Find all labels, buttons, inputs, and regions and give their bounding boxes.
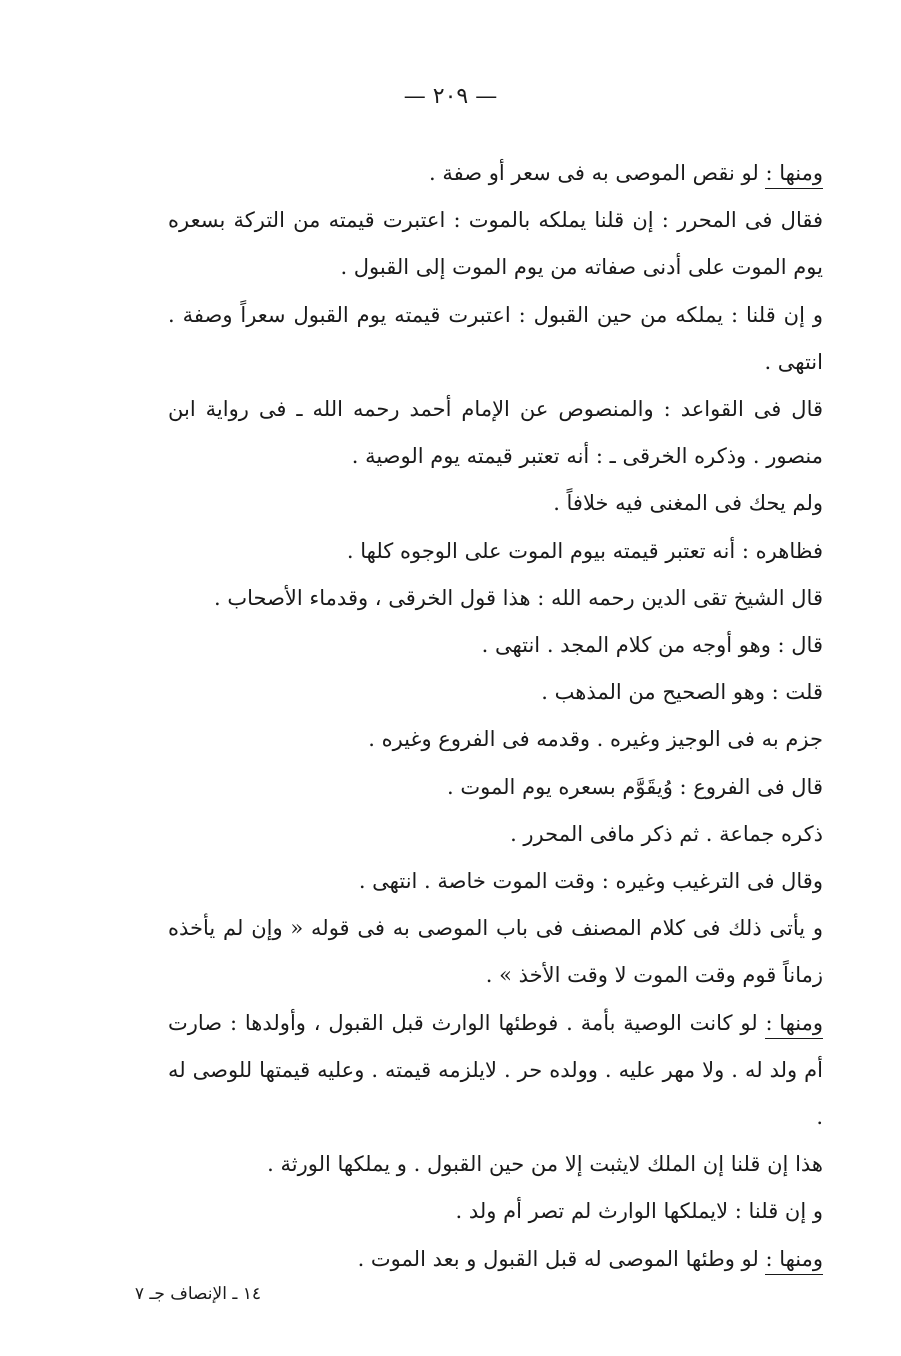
footer-signature: ١٤ ـ الإنصاف جـ ٧ [134,1284,261,1304]
paragraph [168,716,823,763]
paragraph [168,811,823,858]
paragraph [168,480,823,527]
paragraph-lead: ومنها : [765,1008,823,1039]
paragraph [168,528,823,575]
paragraph [168,197,823,291]
paragraph-text: قال فى القواعد : والمنصوص عن الإمام أحمد رحمه الله ـ فى رواية ابن منصور . وذكره الخرقى ـ : أنه تعتبر قيمته يوم الوصية . [168,397,823,469]
paragraph [168,1141,823,1188]
paragraph-lead: ومنها : [765,1244,823,1275]
paragraph-text: و إن قلنا : لايملكها الوارث لم تصر أم ولد . [455,1199,823,1224]
paragraph-text: و يأتى ذلك فى كلام المصنف فى باب الموصى به فى قوله « وإن لم يأخذه زماناً قوم وقت الموت لا وقت الأخذ » . [168,916,823,988]
paragraph [168,669,823,716]
paragraph-text: قال الشيخ تقى الدين رحمه الله : هذا قول الخرقى ، وقدماء الأصحاب . [214,585,823,610]
paragraph [168,292,823,386]
paragraph-text: ذكره جماعة . ثم ذكر مافى المحرر . [510,821,823,846]
paragraph [168,150,823,197]
paragraph-text: قال : وهو أوجه من كلام المجد . انتهى . [481,633,823,658]
paragraph-text: قلت : وهو الصحيح من المذهب . [541,680,823,705]
paragraph [168,1236,823,1283]
paragraph-text: قال فى الفروع : وُيقَوَّم بسعره يوم الموت . [447,774,823,799]
paragraph [168,1000,823,1142]
paragraph [168,622,823,669]
paragraph-text: لو نقص الموصى به فى سعر أو صفة . [429,161,766,185]
paragraph [168,858,823,905]
paragraph-text: و إن قلنا : يملكه من حين القبول : اعتبرت قيمته يوم القبول سعراً وصفة . انتهى . [168,302,823,374]
paragraph [168,575,823,622]
body-text [168,150,823,1283]
paragraph [168,764,823,811]
page-number: — ٢٠٩ — [403,84,498,109]
paragraph [168,386,823,480]
paragraph-text: فظاهره : أنه تعتبر قيمته بيوم الموت على الوجوه كلها . [346,538,823,563]
paragraph-text: وقال فى الترغيب وغيره : وقت الموت خاصة . انتهى . [358,869,823,894]
paragraph [168,905,823,999]
paragraph [168,1188,823,1235]
paragraph-text: لو كانت الوصية بأمة . فوطئها الوارث قبل القبول ، وأولدها : صارت أم ولد له . ولا مهر عليه . وولده حر . لايلزمه قيمته . وعليه قيمتها للوصى له . [168,1010,823,1130]
paragraph-text: لو وطئها الموصى له قبل القبول و بعد الموت . [357,1246,766,1271]
paragraph-text: فقال فى المحرر : إن قلنا يملكه بالموت : اعتبرت قيمته من التركة بسعره يوم الموت على أدنى صفاته من يوم الموت إلى القبول . [168,208,823,280]
paragraph-lead: ومنها : [765,158,823,189]
paragraph-text: ولم يحك فى المغنى فيه خلافاً . [553,491,823,516]
paragraph-text: جزم به فى الوجيز وغيره . وقدمه فى الفروع وغيره . [368,727,823,752]
paragraph-text: هذا إن قلنا إن الملك لايثبت إلا من حين القبول . و يملكها الورثة . [267,1152,823,1177]
